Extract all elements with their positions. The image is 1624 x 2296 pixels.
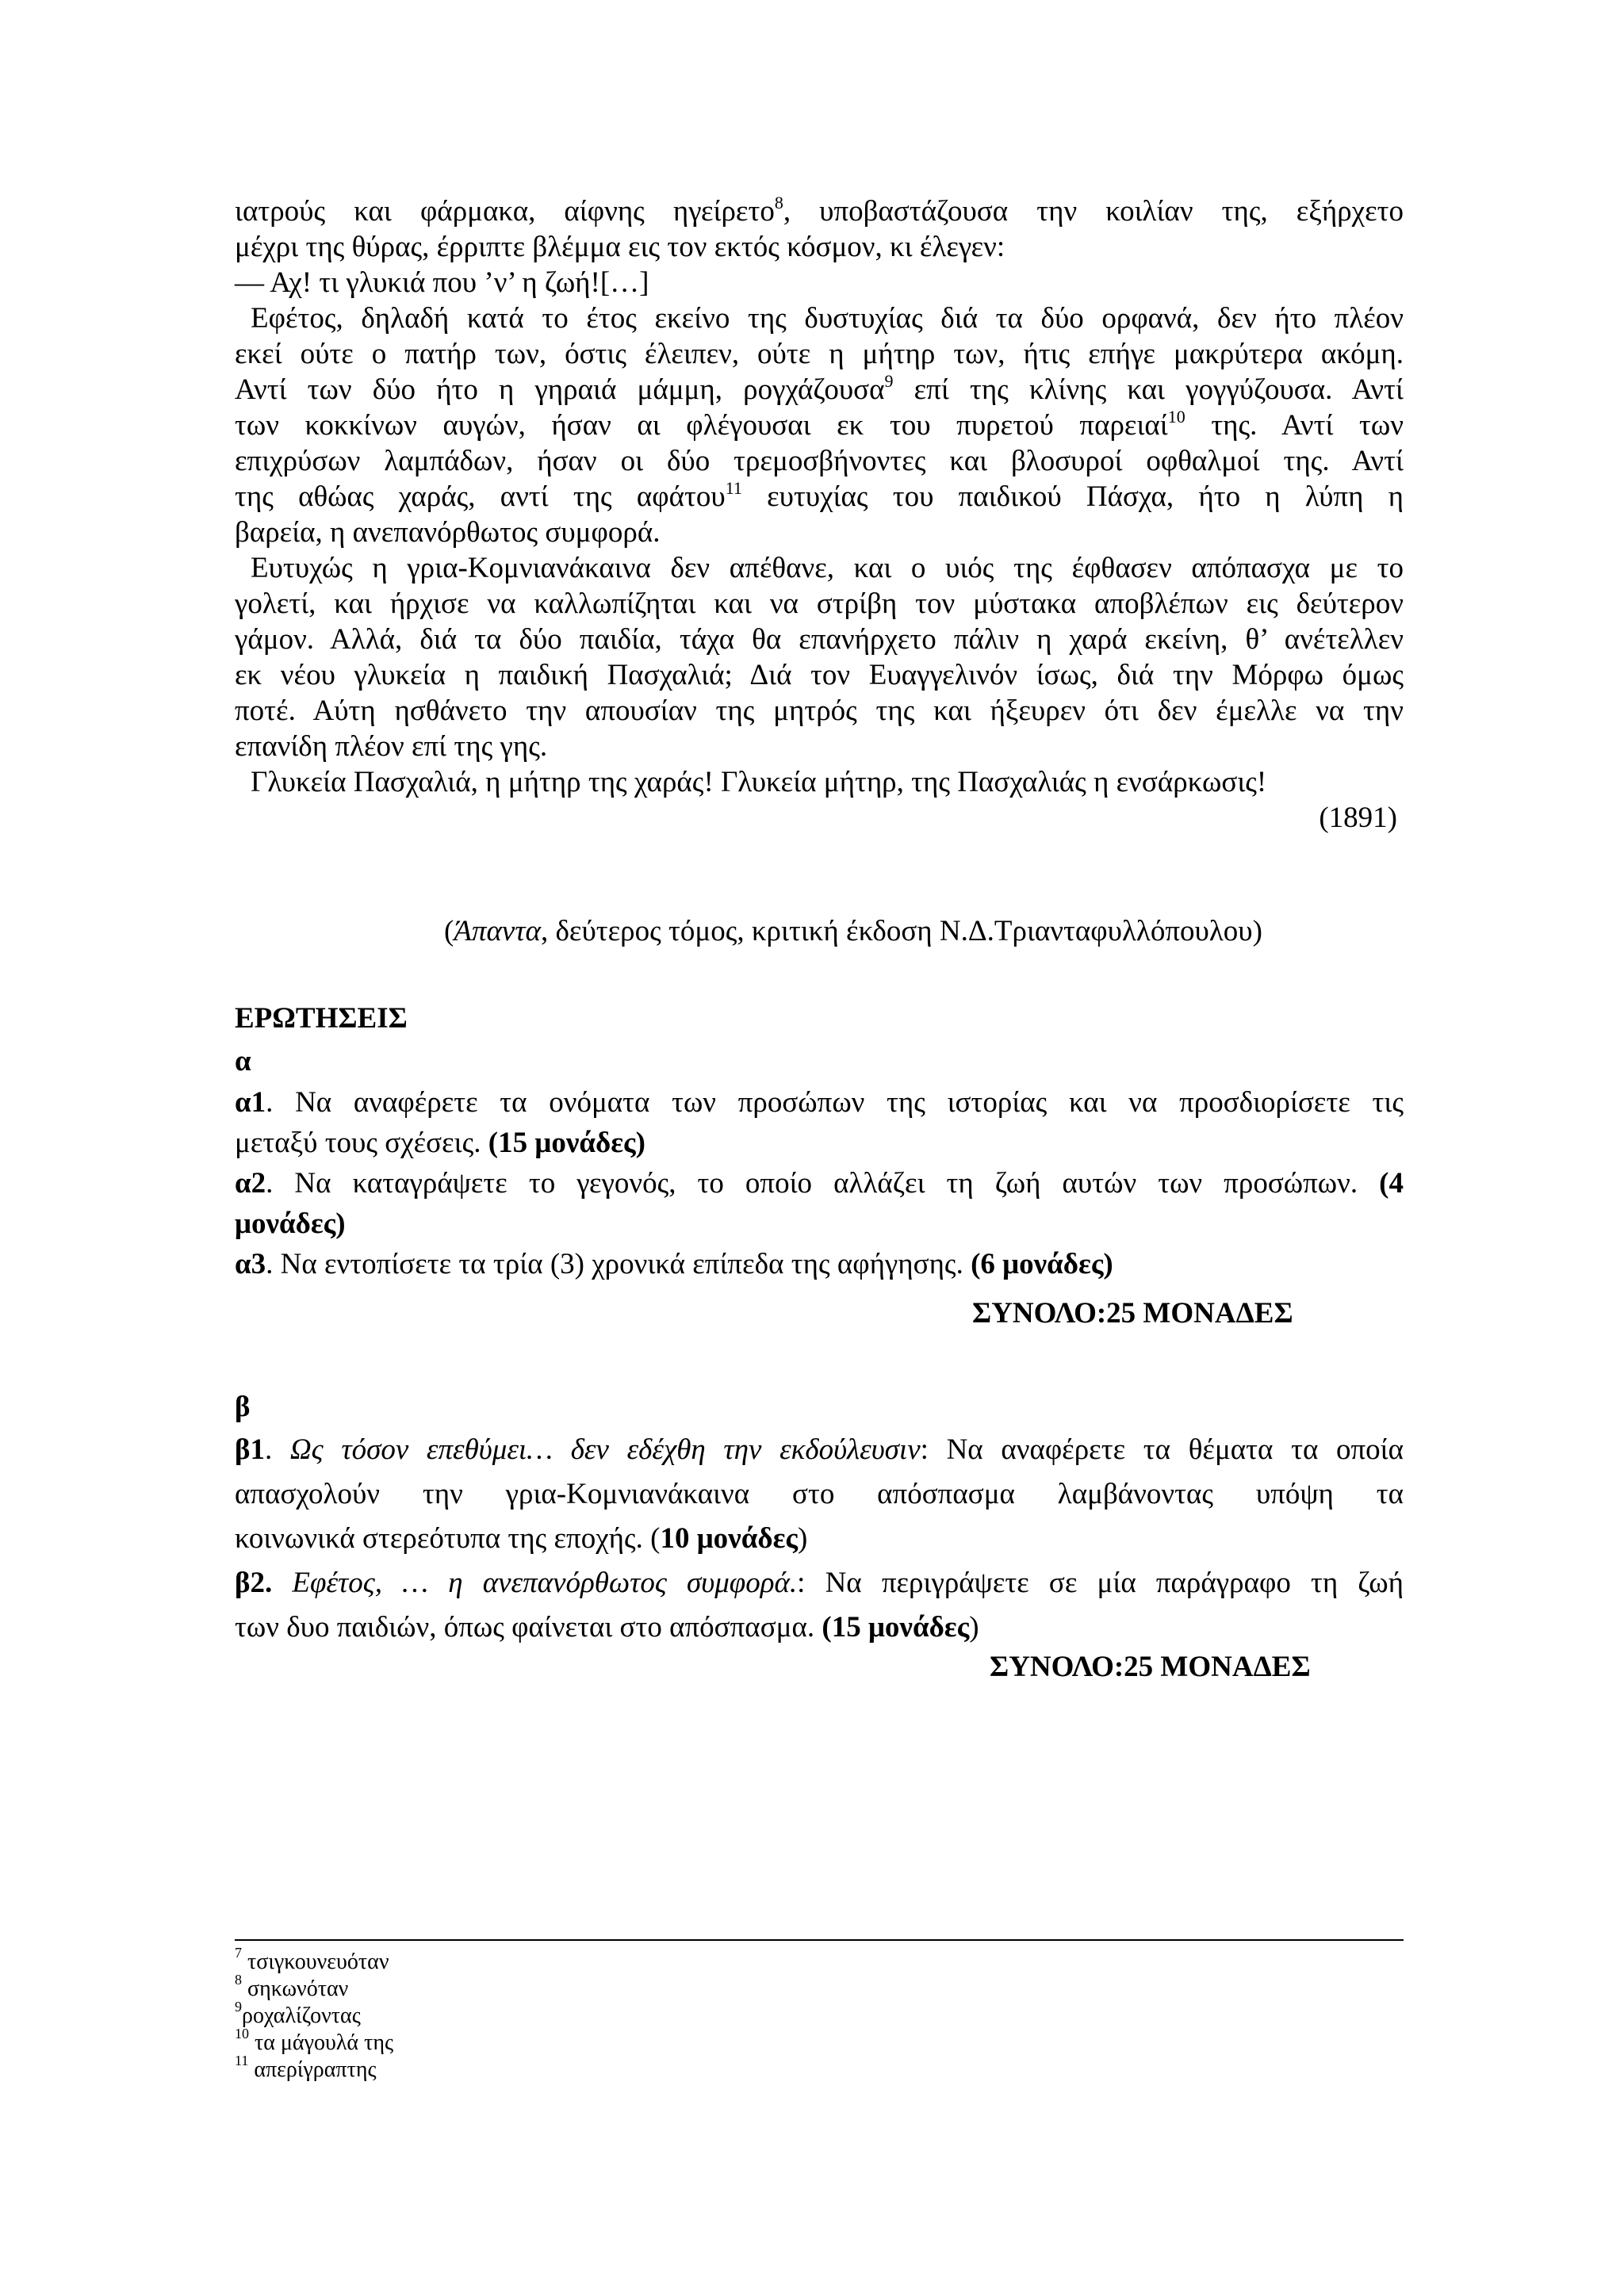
footnote: $^7$ τσιγκουνευόταν [235, 1944, 389, 1974]
question-a1-cont: μεταξύ τους σχέσεις. (15 μονάδες) [235, 1127, 645, 1159]
question-b1: β1. Ως τόσον επεθύμει… δεν εδέχθη την εκδούλευσιν: Να αναφέρετε τα θέματα τα οποία [235, 1433, 1404, 1466]
footnote-ref: 10 [1167, 406, 1185, 427]
footnote-ref: 11 [725, 477, 742, 498]
question-b2: β2. Εφέτος, … η ανεπανόρθωτος συμφορά.: Να περιγράψετε σε μία παράγραφο τη ζωή [235, 1567, 1404, 1599]
section-b-label: β [235, 1391, 251, 1423]
question-a1: α1. Να αναφέρετε τα ονόματα των προσώπων της ιστορίας και να προσδιορίσετε τις [235, 1086, 1404, 1119]
question-a2-cont: μονάδες) [235, 1207, 346, 1240]
source-citation: (Άπαντα, δεύτερος τόμος, κριτική έκδοση Ν.Δ.Τριανταφυλλόπουλου) [444, 915, 1262, 947]
question-b2-cont: των δυο παιδιών, όπως φαίνεται στο απόσπασμα. (15 μονάδες) [235, 1611, 979, 1644]
text-line: επανίδη πλέον επί της γης. [235, 730, 548, 763]
footnote-ref: 8 [774, 192, 783, 212]
text-line: βαρεία, η ανεπανόρθωτος συμφορά. [235, 516, 661, 549]
footnote: $^9$ροχαλίζοντας [235, 1998, 361, 2028]
section-a-total: ΣΥΝΟΛΟ:25 ΜΟΝΑΔΕΣ [972, 1297, 1293, 1330]
section-a-label: α [235, 1045, 251, 1077]
text-line: των κοκκίνων αυγών, ήσαν αι φλέγουσαι εκ του πυρετού παρειαί$^{10}$ της. Αντί των [235, 406, 1404, 442]
year: (1891) [1319, 802, 1397, 834]
text-line: ποτέ. Αύτη ησθάνετο την απουσίαν της μητρός της και ήξευρεν ότι δεν έμελλε να την [235, 695, 1404, 727]
question-b1-cont: απασχολούν την γρια-Κομνιανάκαινα στο απόσπασμα λαμβάνοντας υπόψη τα [235, 1478, 1404, 1510]
text-line: Ευτυχώς η γρια-Κομνιανάκαινα δεν απέθανε, και ο υιός της έφθασεν απόπασχα με το [251, 552, 1404, 584]
text-line: εκ νέου γλυκεία η παιδική Πασχαλιά; Διά τον Ευαγγελινόν ίσως, διά την Μόρφω όμως [235, 659, 1404, 691]
footnote: $^{10}$ τα μάγουλά της [235, 2025, 394, 2055]
text-line: εκεί ούτε ο πατήρ των, όστις έλειπεν, ούτε η μήτηρ των, ήτις επήγε μακρύτερα ακόμη. [235, 338, 1404, 370]
text-line: ιατρούς και φάρμακα, αίφνης ηγείρετο$^8$, υποβαστάζουσα την κοιλίαν της, εξήρχετο [235, 192, 1404, 228]
footnote-rule [235, 1939, 1404, 1941]
text-line: γολετί, και ήρχισε να καλλωπίζηται και να στρίβη τον μύστακα αποβλέπων εις δεύτερον [235, 587, 1404, 620]
text-line: Αντί των δύο ήτο η γηραιά μάμμη, ρογχάζουσα$^9$ επί της κλίνης και γογγύζουσα. Αντί [235, 370, 1404, 406]
exclamation-line: — Αχ! τι γλυκιά που ’ν’ η ζωή![…] [235, 266, 649, 299]
text-line: επιχρύσων λαμπάδων, ήσαν οι δύο τρεμοσβήνοντες και βλοσυροί οφθαλμοί της. Αντί [235, 445, 1404, 477]
questions-heading: ΕΡΩΤΗΣΕΙΣ [235, 1002, 408, 1035]
text-line: της αθώας χαράς, αντί της αφάτου$^{11}$ ευτυχίας του παιδικού Πάσχα, ήτο η λύπη η [235, 477, 1404, 513]
section-a-questions [235, 1085, 1404, 1282]
text-line: Εφέτος, δηλαδή κατά το έτος εκείνο της δυστυχίας διά τα δύο ορφανά, δεν ήτο πλέον [251, 302, 1404, 335]
footnote: $^{11}$ απερίγραπτης [235, 2052, 377, 2082]
text-line: μέχρι της θύρας, έρριπτε βλέμμα εις τον εκτός κόσμον, κι έλεγεν: [235, 231, 1005, 263]
question-a3: α3. Να εντοπίσετε τα τρία (3) χρονικά επίπεδα της αφήγησης. (6 μονάδες) [235, 1248, 1113, 1280]
question-b1-cont: κοινωνικά στερεότυπα της εποχής. (10 μονάδες) [235, 1522, 808, 1555]
story-text [235, 193, 1404, 836]
section-b-questions [235, 1432, 1404, 1645]
text-line: γάμον. Αλλά, διά τα δύο παιδία, τάχα θα επανήρχετο πάλιν η χαρά εκείνη, θ’ ανέτελλεν [235, 623, 1404, 656]
question-a2: α2. Να καταγράψετε το γεγονός, το οποίο αλλάζει τη ζωή αυτών των προσώπων. (4 [235, 1167, 1404, 1200]
footnote: $^8$ σηκωνόταν [235, 1971, 349, 2001]
section-b-total: ΣΥΝΟΛΟ:25 ΜΟΝΑΔΕΣ [990, 1651, 1311, 1683]
footnote-ref: 9 [884, 370, 894, 391]
closing-line: Γλυκεία Πασχαλιά, η μήτηρ της χαράς! Γλυκεία μήτηρ, της Πασχαλιάς η ενσάρκωσις! [251, 766, 1267, 798]
